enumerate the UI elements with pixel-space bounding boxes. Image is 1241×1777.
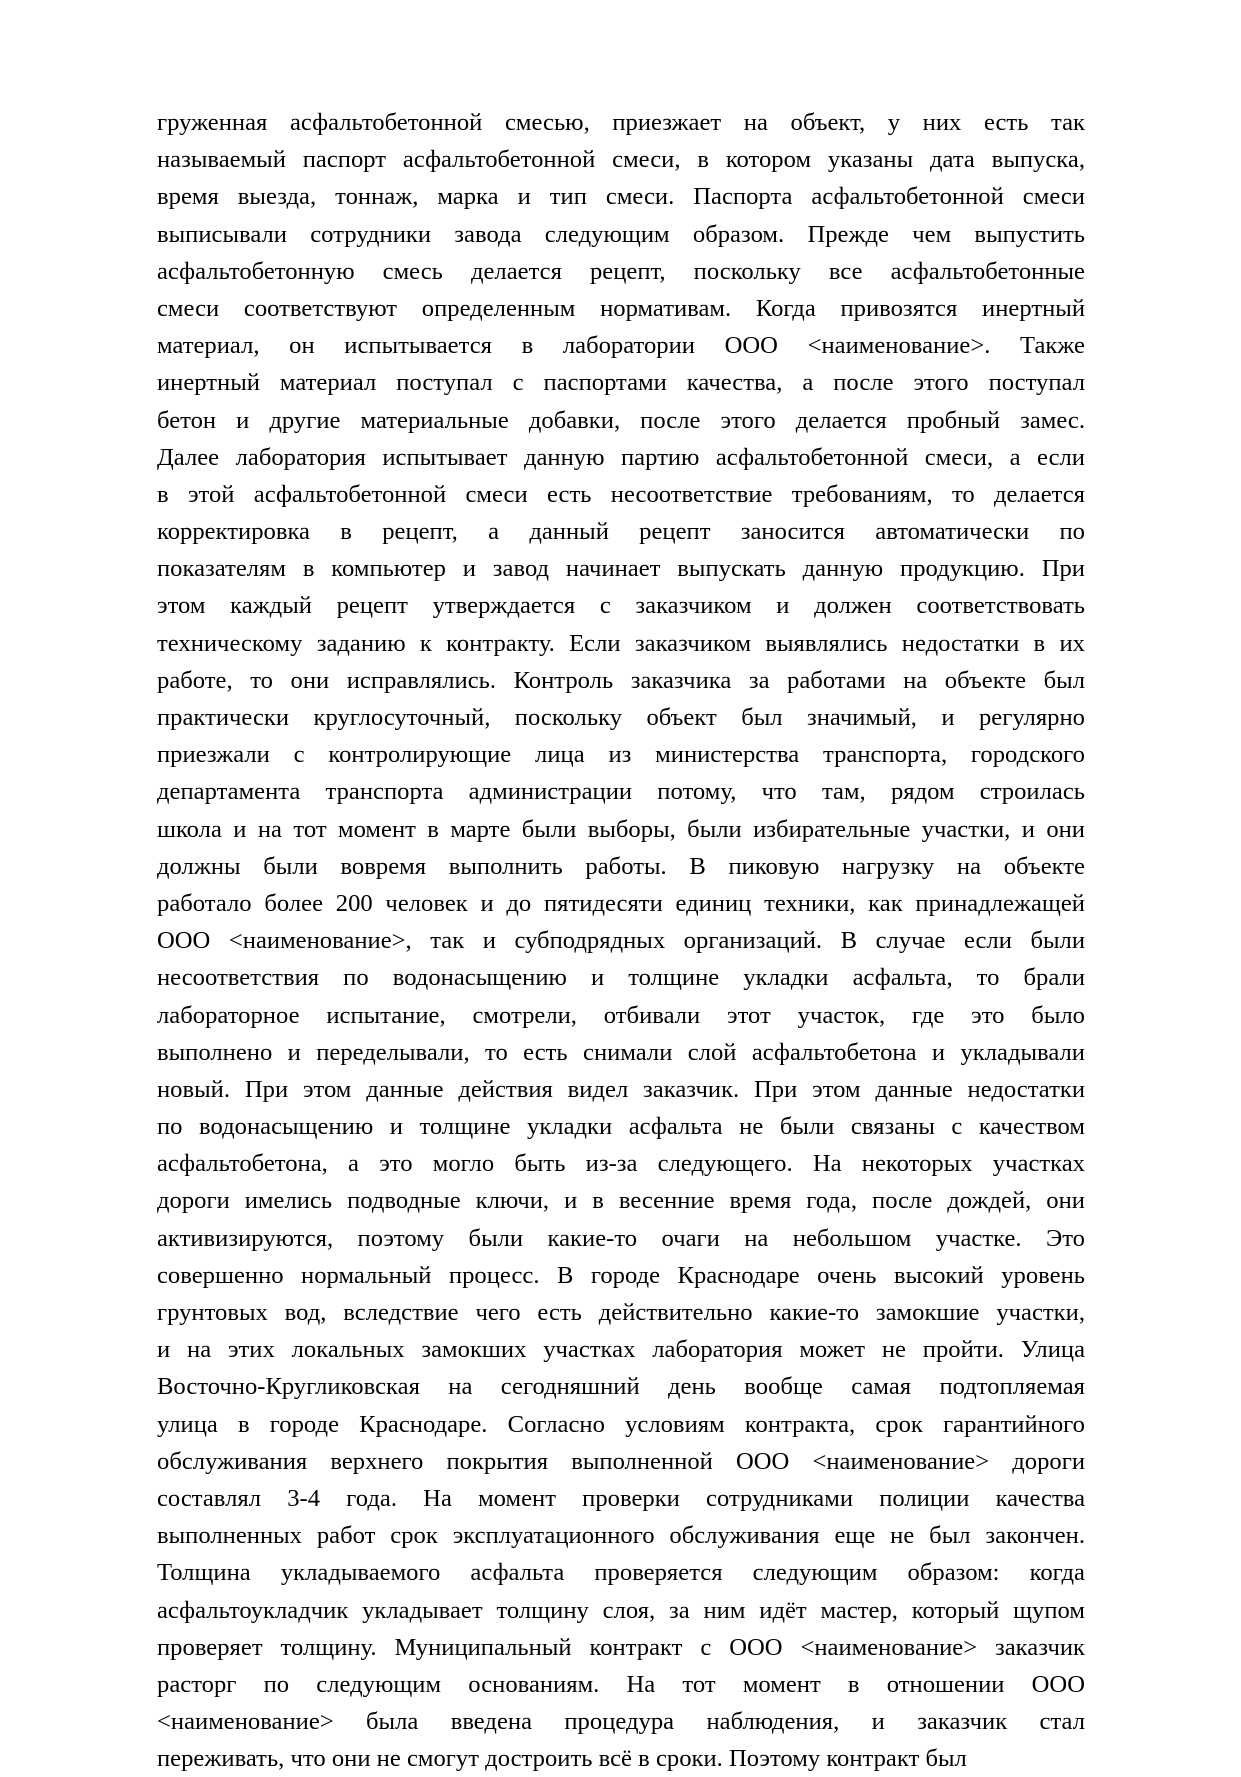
text-line: материал, он испытывается в лаборатории ООО <наименование>. Также [157, 332, 1085, 360]
text-line: совершенно нормальный процесс. В городе Краснодаре очень высокий уровень [157, 1261, 1085, 1289]
text-line: этом каждый рецепт утверждается с заказчиком и должен соответствовать [157, 592, 1085, 620]
text-line: асфальтобетонную смесь делается рецепт, поскольку все асфальтобетонные [157, 257, 1085, 285]
text-line: корректировка в рецепт, а данный рецепт заносится автоматически по [157, 518, 1085, 546]
text-line: выполнено и переделывали, то есть снимали слой асфальтобетона и укладывали [157, 1038, 1085, 1066]
text-line: в этой асфальтобетонной смеси есть несоответствие требованиям, то делается [157, 480, 1085, 508]
text-line: показателям в компьютер и завод начинает выпускать данную продукцию. При [157, 555, 1085, 583]
text-line: асфальтобетона, а это могло быть из-за следующего. На некоторых участках [157, 1150, 1085, 1178]
text-line: должны были вовремя выполнить работы. В пиковую нагрузку на объекте [157, 852, 1085, 880]
text-line: составлял 3-4 года. На момент проверки сотрудниками полиции качества [157, 1484, 1085, 1512]
text-line: грунтовых вод, вследствие чего есть действительно какие-то замокшие участки, [157, 1299, 1085, 1326]
text-line: приезжали с контролирующие лица из министерства транспорта, городского [157, 741, 1085, 769]
text-line: <наименование> была введена процедура наблюдения, и заказчик стал [157, 1708, 1085, 1736]
text-line: и на этих локальных замокших участках лаборатория может не пройти. Улица [157, 1336, 1085, 1364]
text-line: техническому заданию к контракту. Если заказчиком выявлялись недостатки в их [157, 629, 1085, 657]
text-line: улица в городе Краснодаре. Согласно условиям контракта, срок гарантийного [157, 1410, 1085, 1438]
text-line: выполненных работ срок эксплуатационного обслуживания еще не был закончен. [157, 1522, 1085, 1550]
text-line: несоответствия по водонасыщению и толщине укладки асфальта, то брали [157, 964, 1085, 992]
text-line: смеси соответствуют определенным нормативам. Когда привозятся инертный [157, 294, 1085, 322]
text-line: называемый паспорт асфальтобетонной смеси, в котором указаны дата выпуска, [157, 146, 1085, 174]
text-line: расторг по следующим основаниям. На тот момент в отношении ООО [157, 1670, 1085, 1698]
text-line: время выезда, тоннаж, марка и тип смеси. Паспорта асфальтобетонной смеси [157, 183, 1085, 211]
text-line: новый. При этом данные действия видел заказчик. При этом данные недостатки [157, 1075, 1085, 1103]
text-line: асфальтоукладчик укладывает толщину слоя, за ним идёт мастер, который щупом [157, 1596, 1085, 1624]
text-line: обслуживания верхнего покрытия выполненной ООО <наименование> дороги [157, 1447, 1085, 1475]
text-line: бетон и другие материальные добавки, после этого делается пробный замес. [157, 406, 1085, 434]
text-line: инертный материал поступал с паспортами качества, а после этого поступал [157, 369, 1085, 397]
text-line: переживать, что они не смогут достроить всё в сроки. Поэтому контракт был [157, 1745, 967, 1773]
text-line: дороги имелись подводные ключи, и в весенние время года, после дождей, они [157, 1187, 1085, 1215]
text-line: Восточно-Кругликовская на сегодняшний день вообще самая подтопляемая [157, 1373, 1085, 1401]
text-line: Толщина укладываемого асфальта проверяется следующим образом: когда [157, 1559, 1085, 1587]
text-line: лабораторное испытание, смотрели, отбивали этот участок, где это было [157, 1001, 1085, 1029]
body-text-block [157, 104, 1085, 1777]
text-line: ООО <наименование>, так и субподрядных организаций. В случае если были [157, 927, 1085, 955]
text-line: работе, то они исправлялись. Контроль заказчика за работами на объекте был [157, 666, 1085, 694]
text-line: груженная асфальтобетонной смесью, приезжает на объект, у них есть так [157, 109, 1085, 136]
text-line: по водонасыщению и толщине укладки асфальта не были связаны с качеством [157, 1113, 1085, 1141]
text-line: работало более 200 человек и до пятидесяти единиц техники, как принадлежащей [157, 889, 1085, 917]
text-line: департамента транспорта администрации потому, что там, рядом строилась [157, 778, 1085, 806]
text-line: выписывали сотрудники завода следующим образом. Прежде чем выпустить [157, 220, 1085, 248]
text-line: практически круглосуточный, поскольку объект был значимый, и регулярно [157, 704, 1085, 731]
text-line: Далее лаборатория испытывает данную партию асфальтобетонной смеси, а если [157, 443, 1085, 471]
text-line: школа и на тот момент в марте были выборы, были избирательные участки, и они [157, 815, 1085, 843]
body-paragraph [157, 104, 1085, 1777]
text-line: проверяет толщину. Муниципальный контракт с ООО <наименование> заказчик [157, 1633, 1085, 1661]
text-line: активизируются, поэтому были какие-то очаги на небольшом участке. Это [157, 1224, 1085, 1252]
